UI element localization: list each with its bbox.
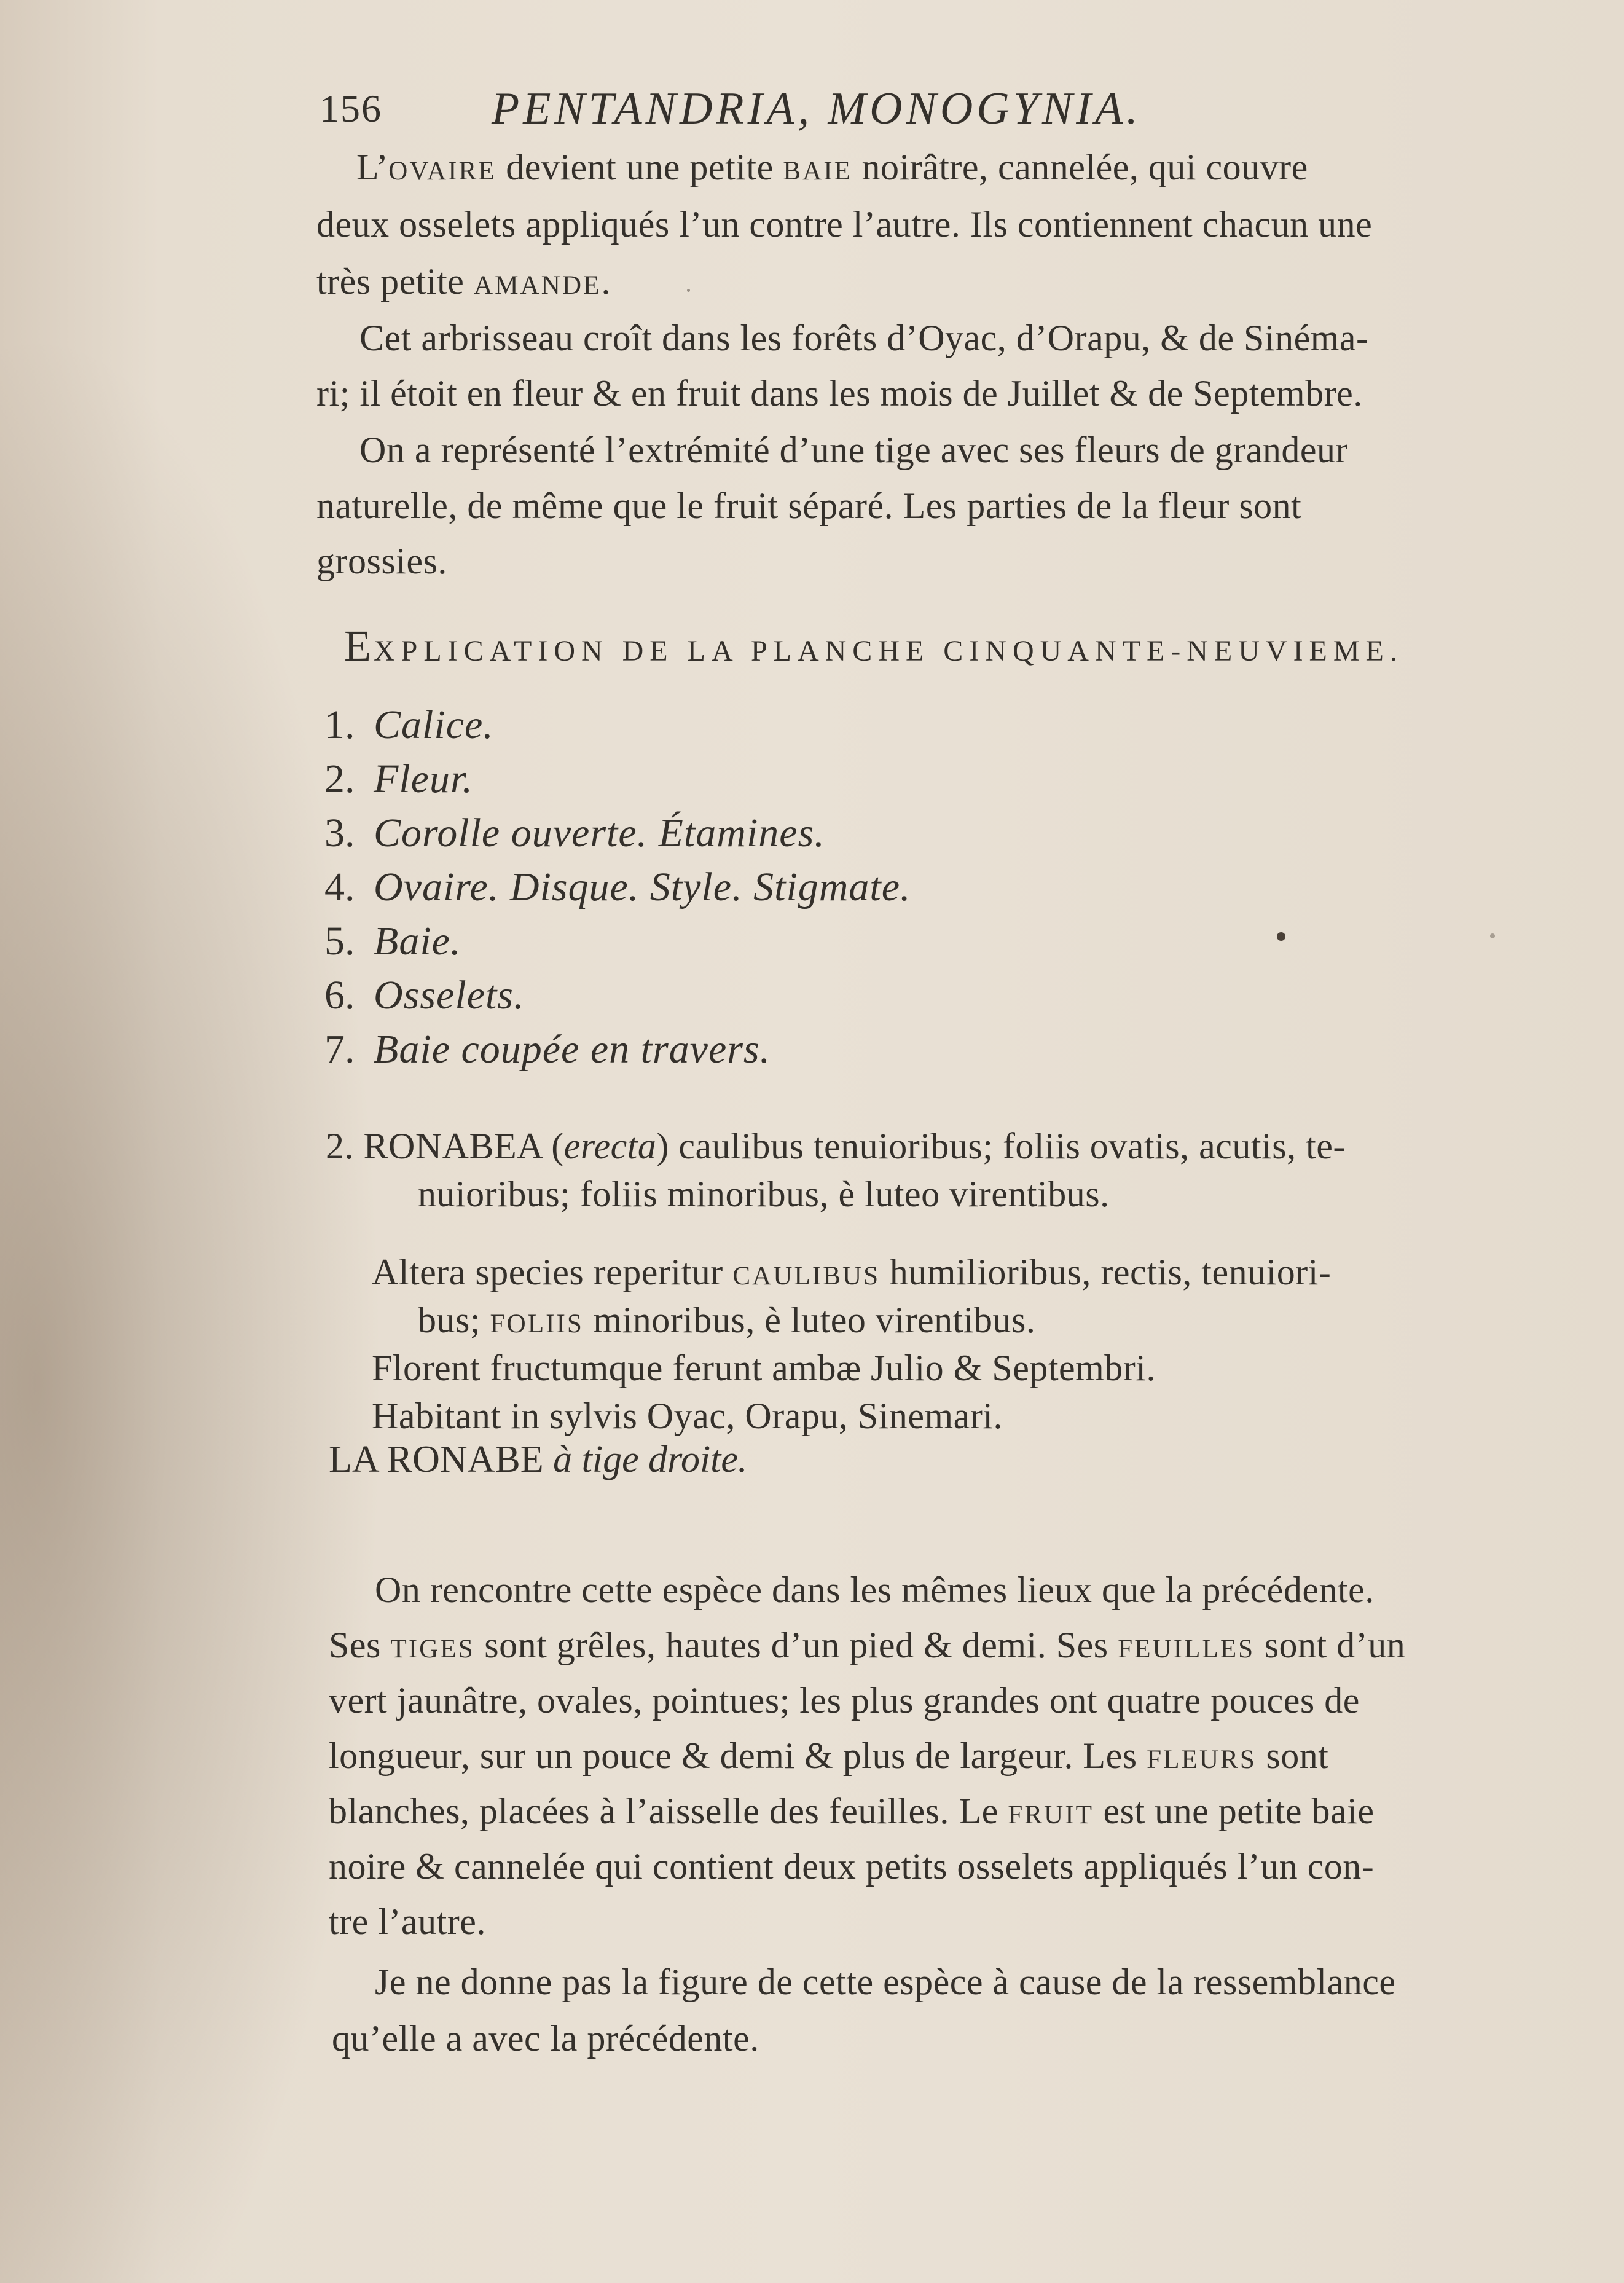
ink-speck: [687, 289, 690, 292]
latin-note-line2: bus; FOLIIS minoribus, è luteo virentibus.: [418, 1300, 1036, 1340]
french-p1-line7: tre l’autre.: [329, 1901, 486, 1942]
plate-explanation-title: EXPLICATION DE LA PLANCHE CINQUANTE-NEUVIEME.: [344, 621, 1403, 670]
french-p2-line1: Je ne donne pas la figure de cette espèce à cause de la ressemblance: [375, 1962, 1396, 2002]
latin-note-line4: Habitant in sylvis Oyac, Orapu, Sinemari.: [372, 1396, 1003, 1436]
french-p1-line4: longueur, sur un pouce & demi & plus de largeur. Les FLEURS sont: [329, 1735, 1329, 1776]
plate-item: 1. Calice.: [324, 702, 494, 747]
plate-item: 7. Baie coupée en travers.: [324, 1027, 771, 1072]
running-title: PENTANDRIA, MONOGYNIA.: [492, 84, 1142, 134]
desc-p3-line2: naturelle, de même que le fruit séparé. Les parties de la fleur sont: [316, 485, 1302, 526]
ink-speck: [1490, 933, 1495, 938]
desc-p3-line3: grossies.: [316, 541, 447, 581]
desc-p3-line1: On a représenté l’extrémité d’une tige avec ses fleurs de grandeur: [359, 430, 1348, 470]
french-p1-line5: blanches, placées à l’aisselle des feuilles. Le FRUIT est une petite baie: [329, 1791, 1375, 1831]
french-species-heading: LA RONABE à tige droite.: [329, 1439, 748, 1480]
desc-p1-line3: très petite AMANDE.: [316, 261, 611, 302]
species-diagnosis-line1: 2. RONABEA (erecta) caulibus tenuioribus; foliis ovatis, acutis, te-: [326, 1126, 1346, 1166]
plate-item: 4. Ovaire. Disque. Style. Stigmate.: [324, 865, 911, 910]
ink-speck: [1277, 932, 1285, 941]
french-p1-line2: Ses TIGES sont grêles, hautes d’un pied & demi. Ses FEUILLES sont d’un: [329, 1625, 1406, 1665]
desc-p1-line1: L’OVAIRE devient une petite BAIE noirâtre, cannelée, qui couvre: [356, 147, 1308, 187]
french-p2-line2: qu’elle a avec la précédente.: [332, 2018, 759, 2059]
plate-item: 6. Osselets.: [324, 973, 525, 1018]
plate-item: 3. Corolle ouverte. Étamines.: [324, 811, 825, 855]
french-p1-line3: vert jaunâtre, ovales, pointues; les plus grandes ont quatre pouces de: [329, 1680, 1360, 1721]
french-p1-line1: On rencontre cette espèce dans les mêmes lieux que la précédente.: [375, 1570, 1375, 1610]
desc-p2-line2: ri; il étoit en fleur & en fruit dans les mois de Juillet & de Septembre.: [316, 373, 1363, 414]
french-p1-line6: noire & cannelée qui contient deux petits osselets appliqués l’un con-: [329, 1846, 1375, 1887]
latin-note-line1: Altera species reperitur CAULIBUS humilioribus, rectis, tenuiori-: [372, 1252, 1332, 1292]
latin-note-line3: Florent fructumque ferunt ambæ Julio & Septembri.: [372, 1348, 1156, 1388]
page-number: 156: [320, 87, 382, 130]
desc-p1-line2: deux osselets appliqués l’un contre l’autre. Ils contiennent chacun une: [316, 204, 1373, 245]
desc-p2-line1: Cet arbrisseau croît dans les forêts d’Oyac, d’Orapu, & de Sinéma-: [359, 318, 1369, 358]
plate-item: 2. Fleur.: [324, 756, 473, 801]
species-diagnosis-line2: nuioribus; foliis minoribus, è luteo virentibus.: [418, 1174, 1110, 1214]
plate-item: 5. Baie.: [324, 919, 461, 964]
